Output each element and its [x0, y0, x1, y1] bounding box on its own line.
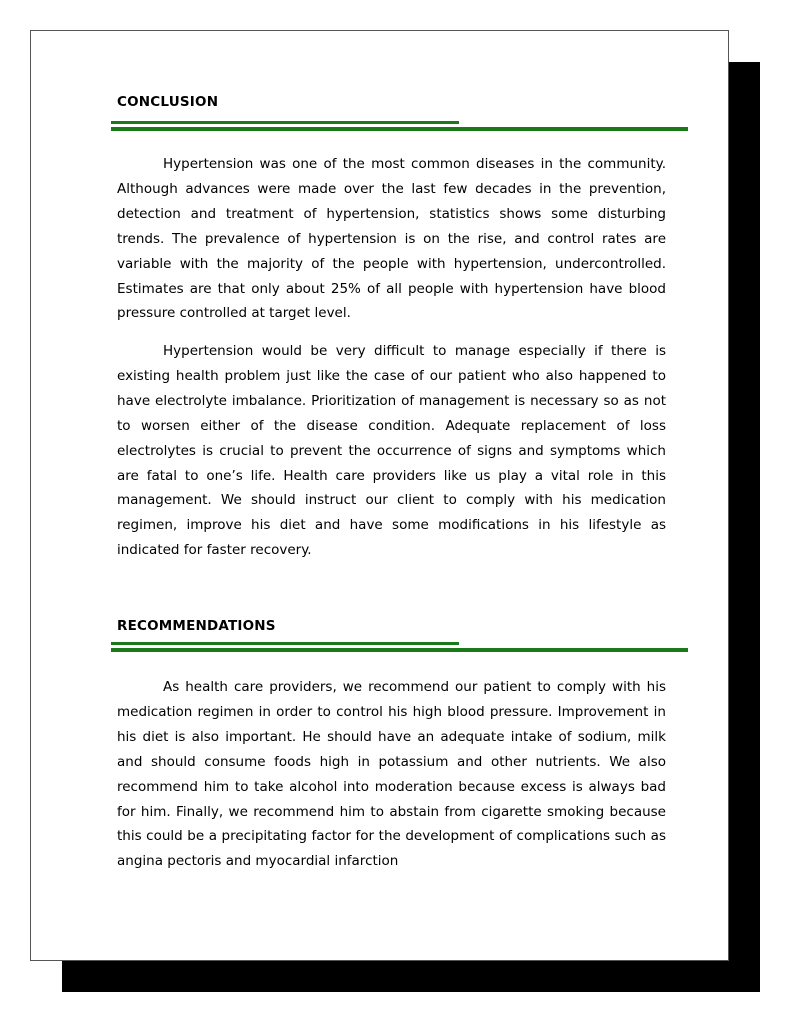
conclusion-rule-long [111, 127, 688, 131]
conclusion-paragraph-2: Hypertension would be very difficult to manage especially if there is existing health problem just like the case of our patient who also happened to have electrolyte imbalance. Prioritization of management is necessary so as not to worsen either of the disease condition. Adequate replacement of loss electrolytes is crucial to prevent the occurrence of signs and symptoms which are fatal to one’s life. Health care providers like us play a vital role in this management. We should instruct our client to comply with his medication regimen, improve his diet and have some modifications in his lifestyle as indicated for faster recovery. [117, 343, 666, 559]
recommendations-paragraph-1: As health care providers, we recommend our patient to comply with his medication regimen in order to control his high blood pressure. Improvement in his diet is also important. He should have an adequate intake of sodium, milk and should consume foods high in potassium and other nutrients. We also recommend him to take alcohol into moderation because excess is always bad for him. Finally, we recommend him to abstain from cigarette smoking because this could be a precipitating factor for the development of complications such as angina pectoris and myocardial infarction [117, 679, 666, 870]
recommendations-rule-short [111, 642, 459, 645]
recommendations-heading: RECOMMENDATIONS [117, 618, 276, 634]
document-page [30, 30, 729, 961]
recommendations-rule-long [111, 648, 688, 652]
conclusion-heading: CONCLUSION [117, 94, 219, 110]
conclusion-rule-short [111, 121, 459, 124]
conclusion-paragraph-1: Hypertension was one of the most common diseases in the community. Although advances were made over the last few decades in the prevention, detection and treatment of hypertension, statistics shows some disturbing trends. The prevalence of hypertension is on the rise, and control rates are variable with the majority of the people with hypertension, undercontrolled. Estimates are that only about 25% of all people with hypertension have blood pressure controlled at target level. [117, 156, 666, 322]
